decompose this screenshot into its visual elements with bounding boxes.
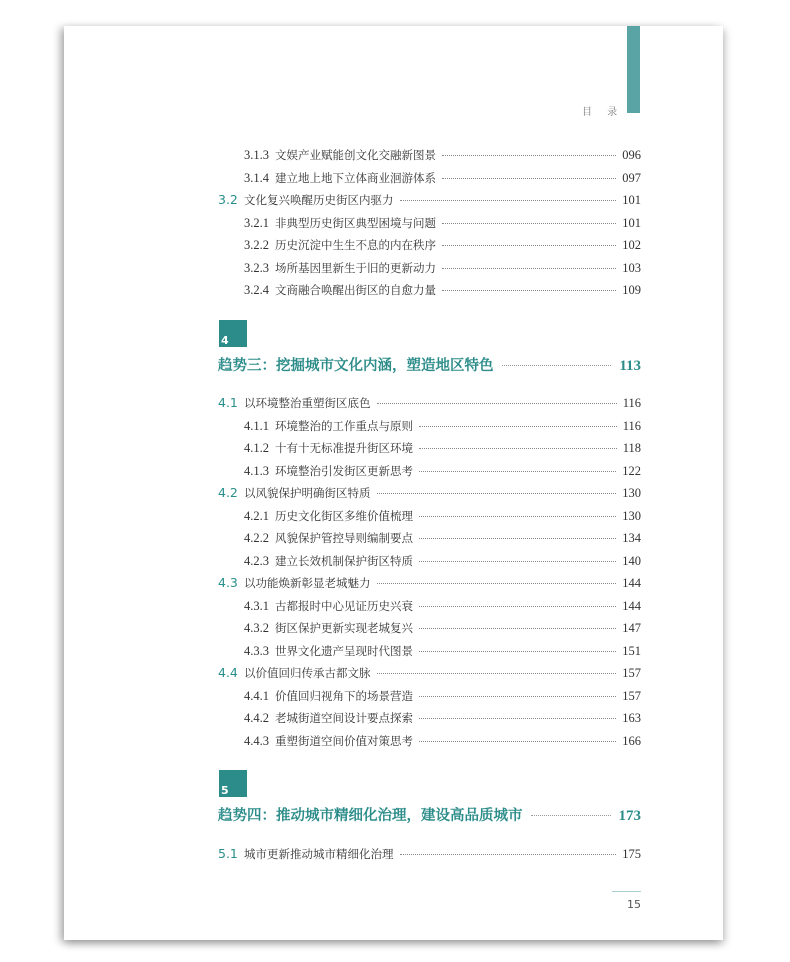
dot-leader	[419, 538, 616, 539]
toc-subsection-entry[interactable]	[244, 553, 641, 571]
dot-leader	[419, 696, 616, 697]
entry-title: 文商融合唤醒出街区的自愈力量	[275, 283, 436, 297]
entry-page-number: 116	[622, 418, 641, 433]
toc-section-entry[interactable]	[218, 485, 641, 503]
entry-number: 4.1.3	[244, 463, 269, 478]
entry-page-number: 157	[622, 666, 641, 680]
entry-number: 4.4.2	[244, 711, 269, 725]
entry-page-number: 122	[622, 463, 641, 478]
dot-leader	[400, 200, 617, 201]
running-head: 目 录	[582, 107, 624, 118]
entry-page-number: 118	[622, 441, 641, 455]
entry-title: 历史文化街区多维价值梳理	[275, 508, 413, 523]
dot-leader	[419, 561, 616, 562]
chapter-number: 4	[221, 334, 229, 347]
entry-page-number: 101	[622, 193, 641, 207]
dot-leader	[502, 365, 612, 366]
dot-leader	[400, 854, 617, 855]
dot-leader	[377, 673, 617, 674]
chapter-heading[interactable]	[218, 354, 641, 376]
entry-title: 十有十无标准提升街区环境	[275, 441, 413, 455]
entry-title: 历史沉淀中生生不息的内在秩序	[275, 238, 436, 252]
toc-subsection-entry[interactable]	[244, 620, 641, 638]
toc-subsection-entry[interactable]	[244, 260, 641, 278]
chapter-number-box	[219, 320, 247, 347]
chapter-number: 5	[221, 784, 229, 797]
entry-title: 环境整治引发街区更新思考	[275, 463, 413, 478]
entry-title: 文化复兴唤醒历史街区内驱力	[244, 193, 394, 207]
entry-number: 4.3	[218, 575, 238, 590]
toc-section-entry[interactable]	[218, 395, 641, 413]
entry-page-number: 134	[622, 531, 641, 545]
entry-page-number: 102	[622, 238, 641, 252]
entry-page-number: 101	[622, 215, 641, 230]
entry-number: 3.2.3	[244, 260, 269, 275]
dot-leader	[442, 223, 616, 224]
toc-subsection-entry[interactable]	[244, 598, 641, 616]
entry-page-number: 130	[622, 486, 641, 500]
dot-leader	[531, 815, 611, 816]
entry-title: 以功能焕新彰显老城魅力	[244, 576, 371, 590]
entry-title: 环境整治的工作重点与原则	[275, 418, 413, 433]
entry-page-number: 097	[622, 170, 641, 185]
entry-page-number: 144	[622, 576, 641, 590]
toc-subsection-entry[interactable]	[244, 170, 641, 188]
entry-number: 4.2.1	[244, 508, 269, 523]
toc-subsection-entry[interactable]	[244, 530, 641, 548]
dot-leader	[442, 245, 616, 246]
entry-title: 非典型历史街区典型困境与问题	[275, 215, 436, 230]
entry-number: 4.4.3	[244, 733, 269, 748]
entry-number: 4.1.2	[244, 441, 269, 455]
entry-title: 以环境整治重塑街区底色	[244, 396, 371, 410]
dot-leader	[419, 628, 616, 629]
entry-number: 5.1	[218, 846, 238, 861]
dot-leader	[377, 493, 617, 494]
entry-number: 4.1	[218, 395, 238, 410]
toc-section-entry[interactable]	[218, 665, 641, 683]
dot-leader	[419, 651, 616, 652]
toc-section-entry[interactable]	[218, 575, 641, 593]
page-number: 15	[627, 898, 641, 911]
entry-title: 老城街道空间设计要点探索	[275, 711, 413, 725]
entry-title: 重塑街道空间价值对策思考	[275, 733, 413, 748]
entry-number: 4.4.1	[244, 688, 269, 703]
entry-number: 3.1.4	[244, 170, 269, 185]
dot-leader	[419, 741, 616, 742]
entry-number: 3.2.2	[244, 238, 269, 252]
toc-subsection-entry[interactable]	[244, 215, 641, 233]
entry-page-number: 166	[622, 733, 641, 748]
dot-leader	[442, 268, 616, 269]
chapter-title: 趋势四：推动城市精细化治理，建设高品质城市	[218, 807, 523, 824]
toc-subsection-entry[interactable]	[244, 418, 641, 436]
entry-number: 4.2	[218, 485, 238, 500]
toc-subsection-entry[interactable]	[244, 508, 641, 526]
entry-title: 场所基因里新生于旧的更新动力	[275, 260, 436, 275]
chapter-heading[interactable]	[218, 804, 641, 826]
toc-section-entry[interactable]	[218, 192, 641, 210]
entry-title: 以风貌保护明确街区特质	[244, 486, 371, 500]
toc-section-entry[interactable]	[218, 846, 641, 864]
dot-leader	[377, 583, 617, 584]
entry-title: 建立地上地下立体商业洄游体系	[275, 170, 436, 185]
entry-title: 以价值回归传承古都文脉	[244, 666, 371, 680]
entry-number: 4.3.2	[244, 621, 269, 635]
entry-title: 世界文化遗产呈现时代图景	[275, 643, 413, 658]
entry-number: 4.4	[218, 665, 238, 680]
dot-leader	[442, 178, 616, 179]
chapter-number-box	[219, 770, 247, 797]
toc-subsection-entry[interactable]	[244, 710, 641, 728]
entry-number: 3.2.4	[244, 283, 269, 297]
entry-number: 4.2.3	[244, 553, 269, 568]
entry-page-number: 096	[622, 148, 641, 162]
toc-subsection-entry[interactable]	[244, 643, 641, 661]
entry-number: 3.2	[218, 192, 238, 207]
entry-title: 建立长效机制保护街区特质	[275, 553, 413, 568]
chapter-page-number: 113	[619, 358, 641, 374]
toc-subsection-entry[interactable]	[244, 688, 641, 706]
entry-page-number: 103	[622, 260, 641, 275]
entry-title: 价值回归视角下的场景营造	[275, 688, 413, 703]
dot-leader	[377, 403, 617, 404]
accent-bar	[627, 26, 640, 113]
entry-number: 4.1.1	[244, 418, 269, 433]
dot-leader	[442, 290, 616, 291]
entry-number: 4.2.2	[244, 531, 269, 545]
dot-leader	[419, 448, 617, 449]
entry-page-number: 144	[622, 598, 641, 613]
toc-subsection-entry[interactable]	[244, 440, 641, 458]
entry-page-number: 109	[622, 283, 641, 297]
toc-subsection-entry[interactable]	[244, 147, 641, 165]
entry-page-number: 151	[622, 643, 641, 658]
entry-title: 风貌保护管控导则编制要点	[275, 531, 413, 545]
entry-title: 城市更新推动城市精细化治理	[244, 847, 394, 861]
dot-leader	[419, 426, 617, 427]
dot-leader	[419, 606, 616, 607]
entry-page-number: 140	[622, 553, 641, 568]
entry-title: 古都报时中心见证历史兴衰	[275, 598, 413, 613]
entry-number: 3.2.1	[244, 215, 269, 230]
chapter-title: 趋势三：挖掘城市文化内涵，塑造地区特色	[218, 357, 494, 374]
entry-number: 3.1.3	[244, 148, 269, 162]
entry-page-number: 157	[622, 688, 641, 703]
footer-rule	[612, 891, 641, 892]
dot-leader	[442, 155, 616, 156]
entry-number: 4.3.3	[244, 643, 269, 658]
toc-subsection-entry[interactable]	[244, 463, 641, 481]
entry-page-number: 163	[622, 711, 641, 725]
dot-leader	[419, 516, 616, 517]
toc-subsection-entry[interactable]	[244, 282, 641, 300]
entry-title: 文娱产业赋能创文化交融新图景	[275, 148, 436, 162]
entry-page-number: 130	[622, 508, 641, 523]
book-page	[64, 26, 723, 940]
chapter-page-number: 173	[618, 808, 641, 824]
entry-page-number: 175	[622, 847, 641, 861]
toc-subsection-entry[interactable]	[244, 733, 641, 751]
dot-leader	[419, 718, 616, 719]
entry-title: 街区保护更新实现老城复兴	[275, 621, 413, 635]
entry-page-number: 116	[622, 396, 641, 410]
toc-subsection-entry[interactable]	[244, 237, 641, 255]
entry-number: 4.3.1	[244, 598, 269, 613]
entry-page-number: 147	[622, 621, 641, 635]
dot-leader	[419, 471, 616, 472]
